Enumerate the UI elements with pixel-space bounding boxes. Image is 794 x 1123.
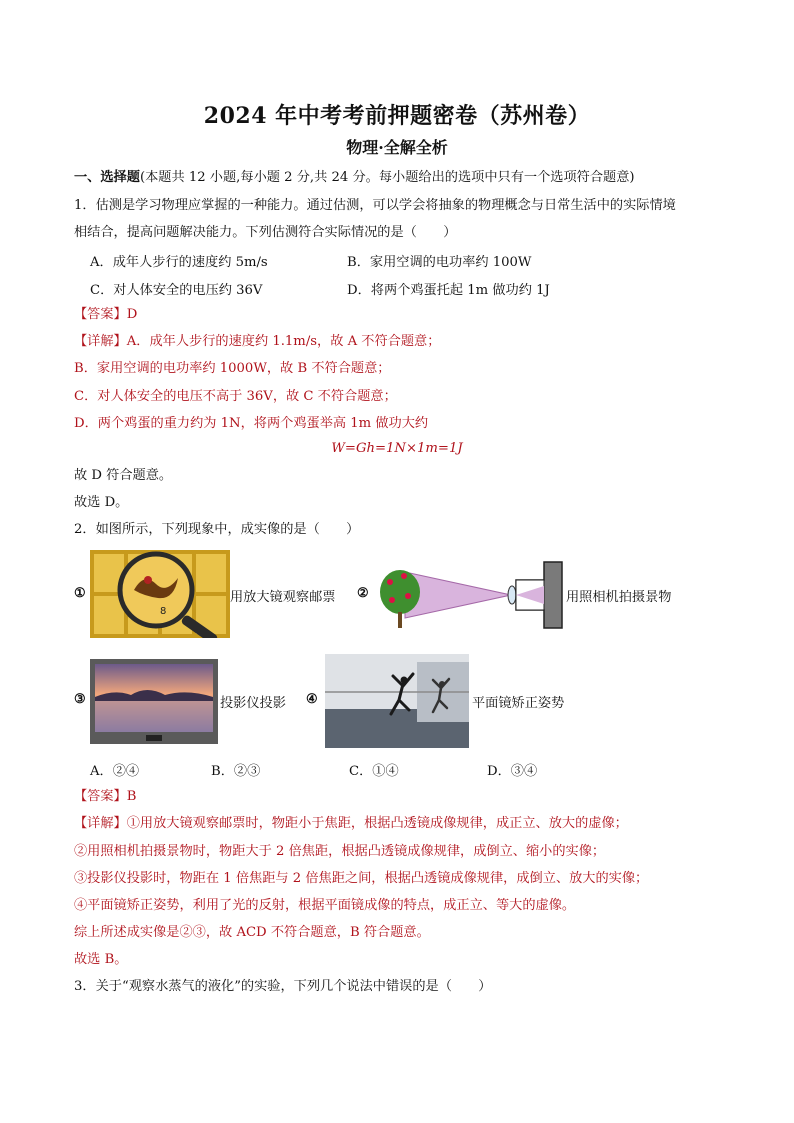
section-note: (本题共 12 小题,每小题 2 分,共 24 分。每小题给出的选项中只有一个选项符合题意) xyxy=(139,170,635,185)
q1-conclusion: 故 D 符合题意。 xyxy=(74,468,173,483)
projector-screen-image xyxy=(90,659,218,744)
q1-option-d: D．将两个鸡蛋托起 1m 做功约 1J xyxy=(347,283,550,298)
q1-answer-label: 【答案】 xyxy=(74,307,127,322)
q2-answer xyxy=(74,788,136,806)
q1-option-c: C．对人体安全的电压约 36V xyxy=(90,283,263,298)
q1-stem-line2: 相结合，提高问题解决能力。下列估测符合实际情况的是（ ） xyxy=(74,225,457,240)
q2-option-c: C．①④ xyxy=(349,764,399,779)
magnifier-stamp-image xyxy=(90,550,230,638)
q2-img3-number: ③ xyxy=(74,692,86,707)
q1-detail-a: A．成年人步行的速度约 1.1m/s，故 A 不符合题意； xyxy=(126,334,441,349)
q2-summary: 综上所述成实像是②③，故 ACD 不符合题意，B 符合题意。 xyxy=(74,925,430,940)
q2-img3-caption: 投影仪投影 xyxy=(220,696,286,711)
q2-answer-label: 【答案】 xyxy=(74,789,127,804)
q2-img2-caption: 用照相机拍摄景物 xyxy=(566,590,672,605)
q2-img4-caption: 平面镜矫正姿势 xyxy=(472,696,565,711)
q2-detail-3: ③投影仪投影时，物距在 1 倍焦距与 2 倍焦距之间，根据凸透镜成像规律，成倒立、放大的实像； xyxy=(74,871,649,886)
svg-text:8: 8 xyxy=(160,606,167,617)
q2-img4-number: ④ xyxy=(306,692,318,707)
q1-detail-label: 【详解】 xyxy=(74,334,127,349)
q1-option-b: B．家用空调的电功率约 100W xyxy=(347,255,532,270)
q2-img2-number: ② xyxy=(357,586,369,601)
q2-choose: 故选 B。 xyxy=(74,952,128,967)
q2-option-b: B．②③ xyxy=(211,764,261,779)
dancer-mirror-image xyxy=(325,654,469,748)
page-subtitle: 物理·全解全析 xyxy=(346,138,448,157)
q2-img1-number: ① xyxy=(74,586,86,601)
q1-answer xyxy=(74,306,137,324)
q1-detail-b: B．家用空调的电功率约 1000W，故 B 不符合题意； xyxy=(74,361,391,376)
q3-stem: 3．关于“观察水蒸气的液化”的实验，下列几个说法中错误的是（ ） xyxy=(74,979,492,994)
page-title: 2024 年中考考前押题密卷（苏州卷） xyxy=(203,103,591,129)
camera-diagram-image xyxy=(373,560,563,630)
q1-choose: 故选 D。 xyxy=(74,495,129,510)
section-heading: 一、选择题 xyxy=(74,170,140,185)
q2-option-a: A．②④ xyxy=(90,764,140,779)
section-heading-line xyxy=(74,169,635,187)
q2-detail-label: 【详解】 xyxy=(74,816,127,831)
q2-detail-2: ②用照相机拍摄景物时，物距大于 2 倍焦距，根据凸透镜成像规律，成倒立、缩小的实像； xyxy=(74,844,606,859)
q2-answer-value: B xyxy=(126,789,137,804)
q1-stem-line1: 1．估测是学习物理应掌握的一种能力。通过估测，可以学会将抽象的物理概念与日常生活中的实际情境 xyxy=(74,198,676,213)
q1-detail-a-line xyxy=(74,333,440,351)
q2-detail-4: ④平面镜矫正姿势，利用了光的反射，根据平面镜成像的特点，成正立、等大的虚像。 xyxy=(74,898,576,913)
q1-answer-value: D xyxy=(126,307,138,322)
q1-detail-c: C．对人体安全的电压不高于 36V，故 C 不符合题意； xyxy=(74,389,397,404)
q2-detail-1: ①用放大镜观察邮票时，物距小于焦距，根据凸透镜成像规律，成正立、放大的虚像； xyxy=(126,816,628,831)
q2-stem: 2．如图所示，下列现象中，成实像的是（ ） xyxy=(74,522,360,537)
q1-detail-d: D．两个鸡蛋的重力约为 1N，将两个鸡蛋举高 1m 做功大约 xyxy=(74,416,429,431)
q2-option-d: D．③④ xyxy=(487,764,538,779)
q1-option-a: A．成年人步行的速度约 5m/s xyxy=(90,255,268,270)
q2-img1-caption: 用放大镜观察邮票 xyxy=(230,590,336,605)
q1-formula: W=Gh=1N×1m=1J xyxy=(331,441,463,456)
q2-detail-1-line xyxy=(74,815,628,833)
